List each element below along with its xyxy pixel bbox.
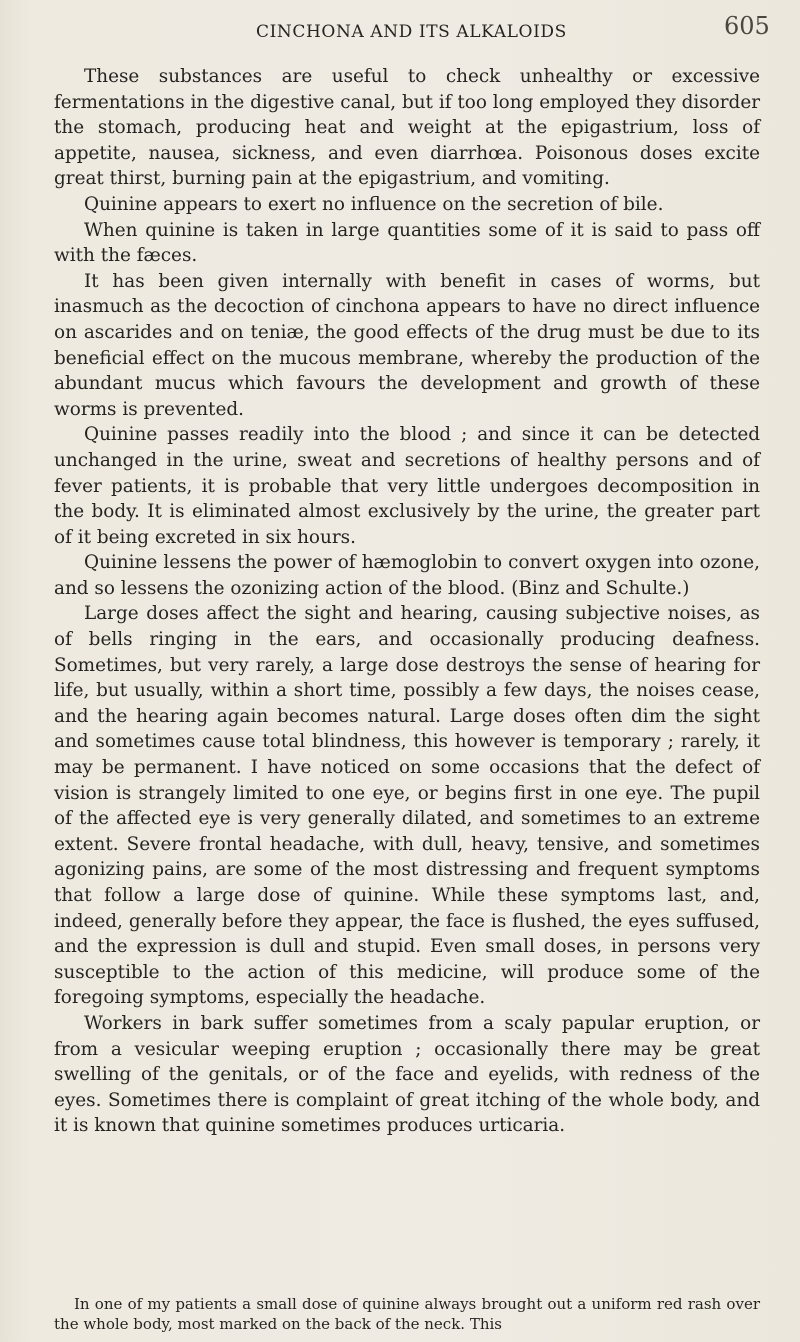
paragraph-sight-hearing: Large doses affect the sight and hearing, causing subjective noises, as of bells ringing in the ears, and occasionally producing deafness. Sometimes, but very rarely, a large dose destroys the sense of hearing for life, but usually, within a short time, possibly a few days, the noises cease, and the hearing again becomes natural. Large doses often dim the sight and sometimes cause total blindness, this however is temporary ; rarely, it may be permanent. I have noticed on some occasions that the defect of vision is strangely limited to one eye, or begins first in one eye. The pupil of the affected eye is very generally dilated, and sometimes to an extreme extent. Severe frontal headache, with dull, heavy, tensive, and sometimes agonizing pains, are some of the most distressing and frequent symptoms that follow a large dose of quinine. While these symptoms last, and, indeed, generally before they appear, the face is flushed, the eyes suffused, and the expression is dull and stupid. Even small doses, in persons very susceptible to the action of this medicine, will produce some of the foregoing symptoms, especially the headache.	[54, 603, 760, 1009]
body-text	[54, 64, 760, 1139]
paragraph-faeces: When quinine is taken in large quantities some of it is said to pass off with the fæces.	[54, 219, 760, 267]
paragraph-worms: It has been given internally with benefit in cases of worms, but inasmuch as the decoction of cinchona appears to have no direct influence on ascarides and on teniæ, the good effects of the drug must be due to its beneficial effect on the mucous membrane, whereby the production of the abundant mucus which favours the development and growth of these worms is prevented.	[54, 270, 760, 420]
paragraph-fermentation: These substances are useful to check unhealthy or excessive fermentations in the digestive canal, but if too long employed they disorder the stomach, producing heat and weight at the epigastrium, loss of appetite, nausea, sickness, and even diarrhœa. Poisonous doses excite great thirst, burning pain at the epigastrium, and vomiting.	[54, 66, 760, 190]
paragraph-bark-workers: Workers in bark suffer sometimes from a scaly papular eruption, or from a vesicular weeping eruption ; occasionally there may be great swelling of the genitals, or of the face and eyelids, with redness of the eyes. Sometimes there is complaint of great itching of the whole body, and it is known that quinine sometimes produces urticaria.	[54, 1012, 760, 1137]
paragraph-rash: In one of my patients a small dose of quinine always brought out a uniform red rash over the whole body, most marked on the back of the neck. This	[54, 1295, 760, 1333]
page-number: 605	[724, 12, 770, 40]
page-header	[0, 10, 800, 50]
footnote-text	[54, 1294, 760, 1334]
running-title: CINCHONA AND ITS ALKALOIDS	[256, 22, 567, 42]
paragraph-blood: Quinine passes readily into the blood ; and since it can be detected unchanged in the urine, sweat and secretions of healthy persons and of fever patients, it is probable that very little undergoes decomposition in the body. It is eliminated almost exclusively by the urine, the greater part of it being excreted in six hours.	[54, 424, 760, 548]
paragraph-bile: Quinine appears to exert no influence on the secretion of bile.	[84, 193, 664, 215]
paragraph-haemoglobin: Quinine lessens the power of hæmoglobin to convert oxygen into ozone, and so lessens the ozonizing action of the blood. (Binz and Schulte.)	[54, 552, 760, 599]
